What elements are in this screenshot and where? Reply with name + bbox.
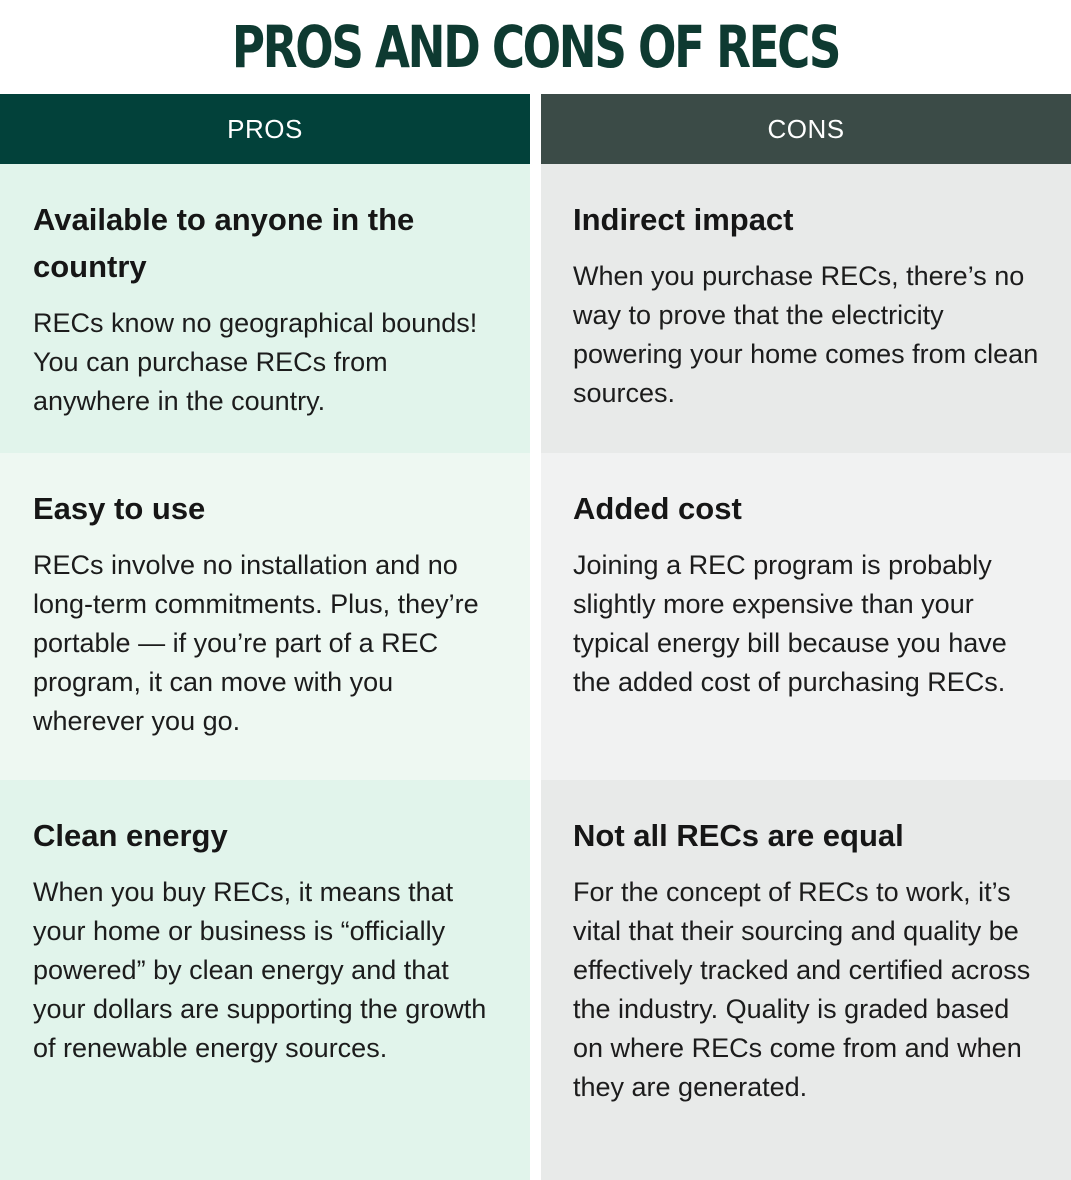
pro-item-heading: Easy to use <box>33 491 206 526</box>
pro-item-heading: Available to anyone in the country <box>33 202 415 284</box>
pro-item-heading: Clean energy <box>33 818 228 853</box>
con-item-body: When you purchase RECs, there’s no way to prove that the electricity powering your home comes from clean sources. <box>573 261 1039 408</box>
pro-item-body: RECs involve no installation and no long-term commitments. Plus, they’re portable — if you’re part of a REC program, it can move with you wherever you go. <box>33 550 479 736</box>
con-item-heading: Not all RECs are equal <box>573 818 904 853</box>
pro-item-body: RECs know no geographical bounds! You can purchase RECs from anywhere in the country. <box>33 308 478 416</box>
pro-item <box>0 453 530 780</box>
page-title: PROS AND CONS OF RECS <box>231 13 840 81</box>
pro-item <box>0 780 530 1180</box>
con-item-body: For the concept of RECs to work, it’s vital that their sourcing and quality be effectively tracked and certified across the industry. Quality is graded based on where RECs come from and when they are generated. <box>573 877 1031 1102</box>
pros-column-header: PROS <box>0 94 530 164</box>
con-item <box>541 164 1071 453</box>
con-item-heading: Added cost <box>573 491 742 526</box>
pro-item <box>0 164 530 453</box>
con-item-heading: Indirect impact <box>573 202 794 237</box>
con-item <box>541 453 1071 780</box>
con-item <box>541 780 1071 1180</box>
cons-column-header: CONS <box>541 94 1071 164</box>
pro-item-body: When you buy RECs, it means that your home or business is “officially powered” by clean energy and that your dollars are supporting the growth of renewable energy sources. <box>33 877 487 1063</box>
con-item-body: Joining a REC program is probably slightly more expensive than your typical energy bill because you have the added cost of purchasing RECs. <box>573 550 1007 697</box>
